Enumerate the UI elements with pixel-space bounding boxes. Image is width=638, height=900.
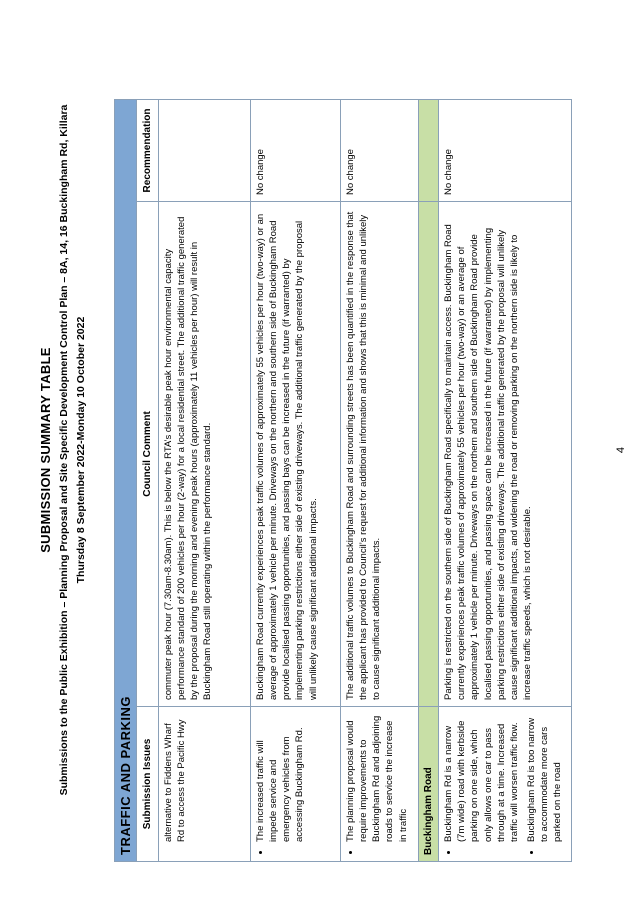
submission-table	[114, 99, 572, 862]
recommendation-cell: No change	[439, 99, 572, 201]
col-issues-header: Submission Issues	[137, 707, 159, 862]
issue-text: • The planning proposal would require improvements to Buckingham Rd and adjoining roads to service the increase in traffic	[344, 713, 409, 842]
issues-cell	[251, 707, 341, 862]
table-row	[439, 99, 572, 861]
page-number: 4	[615, 446, 627, 454]
comment-cell: commuter peak hour (7.30am-8.30am). This is below the RTA’s desirable peak hour environmental capacity performance standard of 200 vehicles per hour (2-way) for a local residential street. The additional traffic generated by the proposal during the morning and evening peak hours (approximately 11 vehicles per hour) will result in Buckingham Road still operating within the performance standard.	[159, 202, 251, 707]
col-comment-header: Council Comment	[137, 202, 159, 707]
page-subtitle: Submissions to the Public Exhibition – Planning Proposal and Site Specific Development Control Plan – 8A, 14, 16 Buckingham Rd, Killara	[58, 104, 70, 796]
category-title: TRAFFIC AND PARKING	[115, 99, 137, 861]
issue-text: • The increased traffic will impede service and emergency vehicles from accessing Buckingham Rd.	[254, 713, 306, 842]
issue-text: alternative to Fiddens Wharf Rd to access the Pacific Hwy	[163, 719, 188, 842]
category-header-row	[115, 99, 137, 861]
comment-cell: Buckingham Road currently experiences peak traffic volumes of approximately 55 vehicles per hour (two-way) or an average of approximately 1 vehicle per minute. Driveways on the northern and southern side of Buckingham Road provide localised passing opportunities, and passing bays can be increased in the future (if warranted) by implementing parking restrictions either side of existing driveways. The additional traffic generated by the proposal will unlikely cause significant additional impacts.	[251, 202, 341, 707]
recommendation-cell: No change	[341, 99, 419, 201]
issues-cell	[439, 707, 572, 862]
comment-cell: Parking is restricted on the southern side of Buckingham Road specifically to maintain access. Buckingham Road currently experiences peak traffic volumes of approximately 55 vehicles per hour (two-way) or an average of approximately 1 vehicle per minute. Driveways on the northern and southern side of Buckingham Road provide localised passing opportunities, and passing space can be increased in the future (if warranted) by implementing parking restrictions either side of existing driveways. The additional traffic generated by the proposal will unlikely cause significant additional impacts, and widening the road or removing parking on the northern side is likely to increase traffic speeds, which is not desirable.	[439, 202, 572, 707]
exhibition-dates: Thursday 8 September 2022-Monday 10 October 2022	[75, 316, 87, 584]
comment-cell: The additional traffic volumes to Buckingham Road and surrounding streets has been quantified in the response that the applicant has provided to Council’s request for additional information and shows that this is minimal and unlikely to cause significant additional impacts.	[341, 202, 419, 707]
issue-text: • Buckingham Rd is too narrow to accommodate more cars parked on the road	[525, 713, 564, 842]
issues-cell	[341, 707, 419, 862]
table-row	[341, 99, 419, 861]
table-row	[251, 99, 341, 861]
col-recommendation-header: Recommendation	[137, 99, 159, 201]
recommendation-cell: No change	[251, 99, 341, 201]
page-title: SUBMISSION SUMMARY TABLE	[38, 347, 53, 553]
column-header-row	[137, 99, 159, 861]
table-row	[159, 99, 251, 861]
recommendation-cell	[159, 99, 251, 201]
subheading-row	[419, 99, 439, 861]
subheading-fill	[419, 202, 439, 707]
subheading-fill	[419, 99, 439, 201]
issues-cell	[159, 707, 251, 862]
issue-text: • Buckingham Rd is a narrow (7m wide) road with kerbside parking on one side, which only allows one car to pass through at a time. Increased traffic will worsen traffic flow.	[442, 713, 521, 842]
subheading-label: Buckingham Road	[419, 707, 439, 862]
